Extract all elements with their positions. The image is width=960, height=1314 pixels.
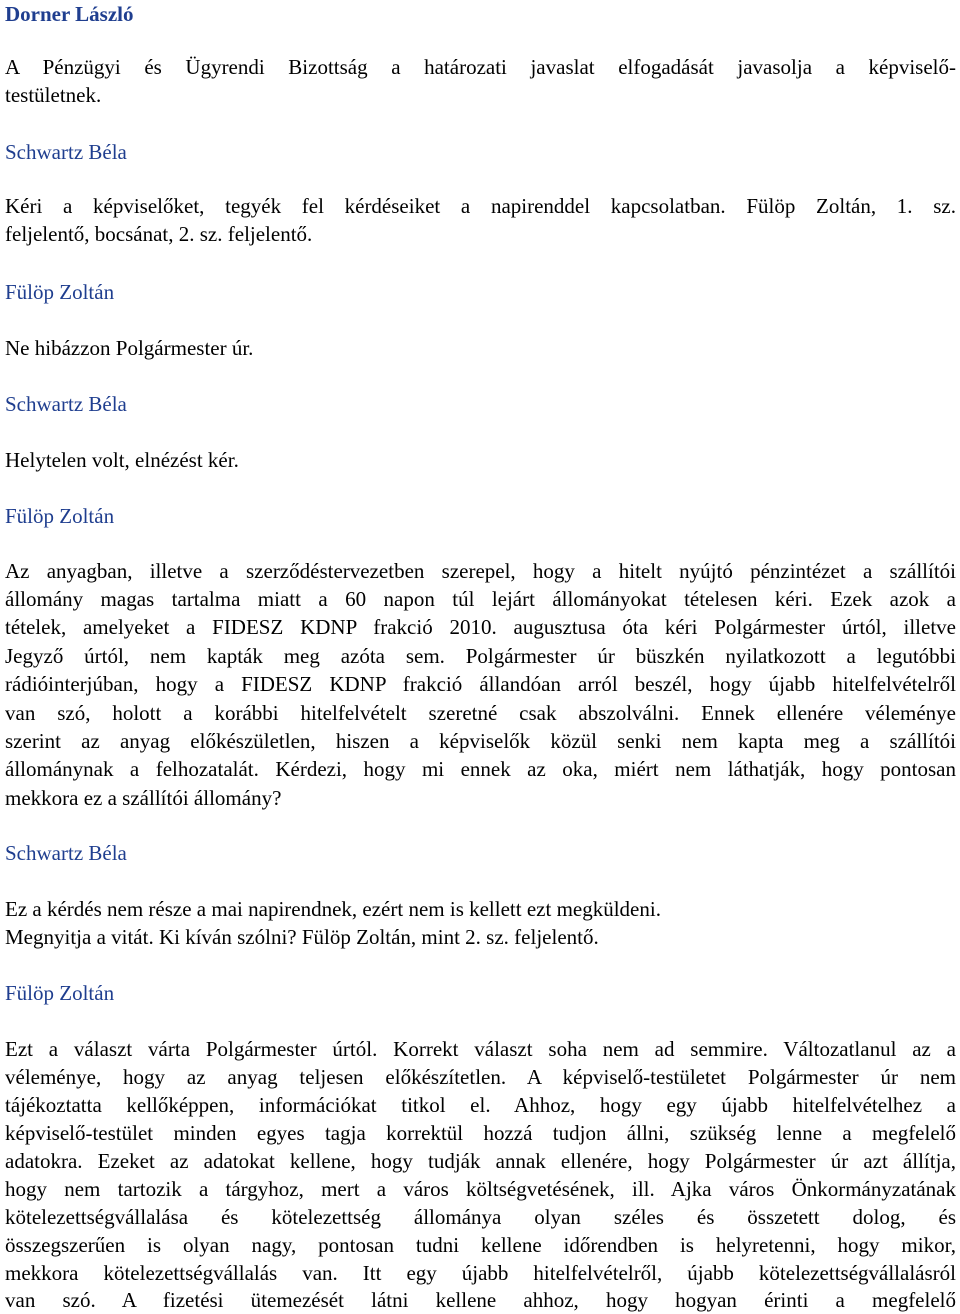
paragraph-line: hogy nem tartozik a tárgyhoz, mert a város költségvetésének, ill. Ajka város Önkormányzatának — [5, 1177, 956, 1201]
speaker-name: Dorner László — [5, 2, 134, 26]
paragraph-line: állománynak a felhozatalát. Kérdezi, hogy mi ennek az oka, miért nem láthatják, hogy pontosan — [5, 757, 956, 781]
paragraph-line: A Pénzügyi és Ügyrendi Bizottság a határozati javaslat elfogadását javasolja a képviselő- — [5, 55, 956, 79]
paragraph-line: tételek, amelyeket a FIDESZ KDNP frakció 2010. augusztusa óta kéri Polgármester úrtól, illetve — [5, 615, 956, 639]
paragraph-line: Megnyitja a vitát. Ki kíván szólni? Fülöp Zoltán, mint 2. sz. feljelentő. — [5, 925, 599, 949]
paragraph-line: adatokra. Ezeket az adatokat kellene, hogy tudják annak ellenére, hogy Polgármester úr azt állítja, — [5, 1149, 956, 1173]
paragraph-line: van szó. A fizetési ütemezését látni kellene ahhoz, hogy hogyan érinti a megfelelő — [5, 1288, 956, 1312]
paragraph-line: Ez a kérdés nem része a mai napirendnek, ezért nem is kellett ezt megküldeni. — [5, 897, 661, 921]
paragraph-line: mekkora ez a szállítói állomány? — [5, 786, 282, 810]
paragraph-line: feljelentő, bocsánat, 2. sz. feljelentő. — [5, 222, 313, 246]
paragraph-line: Az anyagban, illetve a szerződéstervezetben szerepel, hogy a hitelt nyújtó pénzintézet a szállítói — [5, 559, 956, 583]
paragraph-line: rádióinterjúban, hogy a FIDESZ KDNP frakció állandóan arról beszél, hogy újabb hitelfelvételről — [5, 672, 956, 696]
speaker-name: Fülöp Zoltán — [5, 280, 115, 304]
paragraph-line: Ezt a választ várta Polgármester úrtól. Korrekt választ soha nem ad semmire. Változatlanul az a — [5, 1037, 956, 1061]
speaker-name: Fülöp Zoltán — [5, 504, 115, 528]
paragraph-line: állomány magas tartalma miatt a 60 napon túl lejárt állományokat tételesen kéri. Ezek azok a — [5, 587, 956, 611]
paragraph-line: van szó, holott a korábbi hitelfelvételt szeretné csak abszolválni. Ennek ellenére véleménye — [5, 701, 956, 725]
speaker-name: Schwartz Béla — [5, 841, 127, 865]
speaker-name: Schwartz Béla — [5, 140, 127, 164]
paragraph-line: Ne hibázzon Polgármester úr. — [5, 336, 254, 360]
paragraph-line: képviselő-testület minden egyes tagja korrektül hozzá tudjon állni, szükség lenne a megfelelő — [5, 1121, 956, 1145]
paragraph-line: testületnek. — [5, 83, 102, 107]
paragraph-line: tájékoztatta kellőképpen, információkat titkol el. Ahhoz, hogy egy újabb hitelfelvételhez a — [5, 1093, 956, 1117]
paragraph-line: mekkora kötelezettségvállalás van. Itt egy újabb hitelfelvételről, újabb kötelezettségvállalásról — [5, 1261, 956, 1285]
paragraph-line: szerint az anyag előkészületlen, hiszen a képviselők közül senki nem kapta meg a szállítói — [5, 729, 956, 753]
paragraph-line: véleménye, hogy az anyag teljesen előkészítetlen. A képviselő-testületet Polgármester úr nem — [5, 1065, 956, 1089]
speaker-name: Fülöp Zoltán — [5, 981, 115, 1005]
paragraph-line: Kéri a képviselőket, tegyék fel kérdéseiket a napirenddel kapcsolatban. Fülöp Zoltán, 1. sz. — [5, 194, 956, 218]
speaker-name: Schwartz Béla — [5, 392, 127, 416]
paragraph-line: kötelezettségvállalása és kötelezettség állománya olyan széles és összetett dolog, és — [5, 1205, 956, 1229]
paragraph-line: Jegyző úrtól, nem kapták meg azóta sem. Polgármester úr büszkén nyilatkozott a legutóbbi — [5, 644, 956, 668]
paragraph-line: összegszerűen is olyan nagy, pontosan tudni kellene időrendben is helyretenni, hogy mikor, — [5, 1233, 956, 1257]
paragraph-line: Helytelen volt, elnézést kér. — [5, 448, 239, 472]
